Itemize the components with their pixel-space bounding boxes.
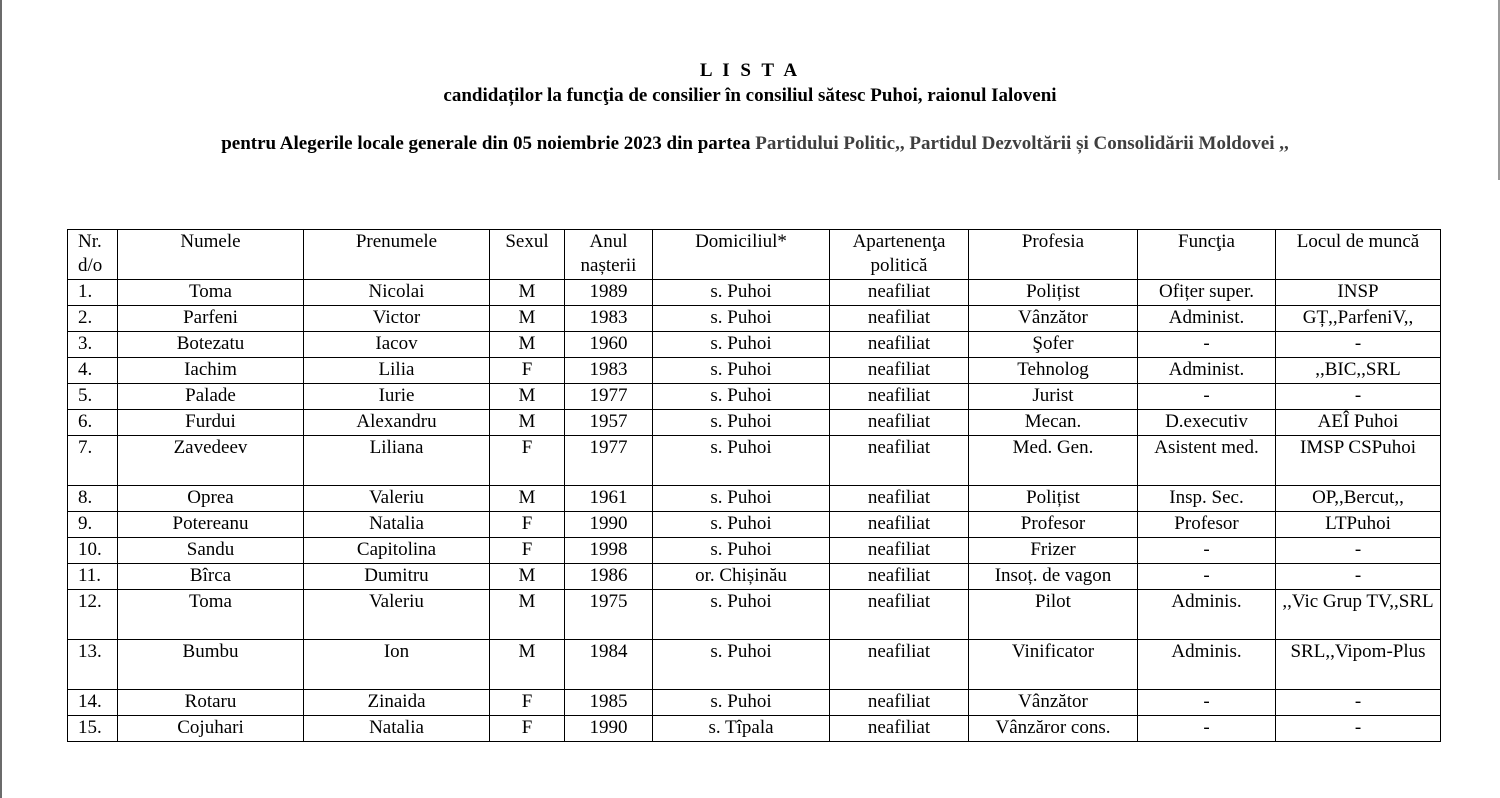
cell-anul: 1990	[565, 716, 653, 742]
col-header-anul: Anul nașterii	[565, 230, 653, 280]
document-subtitle: candidaților la funcţia de consilier în consiliul sătesc Puhoi, raionul Ialoveni	[443, 85, 1057, 106]
cell-numele: Toma	[118, 590, 304, 640]
cell-profesia: Profesor	[969, 512, 1138, 538]
cell-anul: 1985	[565, 690, 653, 716]
cell-anul: 1960	[565, 332, 653, 358]
cell-numele: Palade	[118, 384, 304, 410]
table-row	[68, 332, 1441, 358]
table-header-row	[68, 230, 1441, 280]
election-line-prefix: pentru Alegerile locale generale din 05 noiembrie 2023 din partea	[221, 133, 756, 154]
cell-locul: OP,,Bercut,,	[1276, 486, 1441, 512]
table-row	[68, 564, 1441, 590]
cell-nr: 5.	[68, 384, 118, 410]
cell-sexul: M	[490, 332, 565, 358]
cell-functia: -	[1138, 332, 1276, 358]
cell-functia: Administ.	[1138, 358, 1276, 384]
cell-apartenenta: neafiliat	[830, 436, 969, 486]
cell-functia: Asistent med.	[1138, 436, 1276, 486]
cell-numele: Potereanu	[118, 512, 304, 538]
cell-nr: 10.	[68, 538, 118, 564]
cell-locul: IMSP CSPuhoi	[1276, 436, 1441, 486]
page-left-edge	[0, 0, 2, 798]
cell-numele: Zavedeev	[118, 436, 304, 486]
cell-nr: 15.	[68, 716, 118, 742]
cell-apartenenta: neafiliat	[830, 358, 969, 384]
cell-numele: Parfeni	[118, 306, 304, 332]
cell-prenumele: Valeriu	[304, 486, 490, 512]
cell-prenumele: Victor	[304, 306, 490, 332]
cell-nr: 8.	[68, 486, 118, 512]
cell-anul: 1984	[565, 640, 653, 690]
cell-functia: Administ.	[1138, 306, 1276, 332]
cell-apartenenta: neafiliat	[830, 332, 969, 358]
cell-prenumele: Alexandru	[304, 410, 490, 436]
cell-domiciliul: s. Puhoi	[653, 384, 830, 410]
cell-sexul: F	[490, 512, 565, 538]
col-header-domiciliul: Domiciliul*	[653, 230, 830, 280]
cell-sexul: F	[490, 716, 565, 742]
cell-apartenenta: neafiliat	[830, 384, 969, 410]
cell-numele: Botezatu	[118, 332, 304, 358]
cell-sexul: M	[490, 640, 565, 690]
col-header-prenumele: Prenumele	[304, 230, 490, 280]
cell-domiciliul: s. Puhoi	[653, 358, 830, 384]
cell-apartenenta: neafiliat	[830, 564, 969, 590]
cell-locul: -	[1276, 332, 1441, 358]
cell-domiciliul: or. Chișinău	[653, 564, 830, 590]
cell-domiciliul: s. Puhoi	[653, 436, 830, 486]
cell-nr: 1.	[68, 280, 118, 306]
cell-profesia: Tehnolog	[969, 358, 1138, 384]
cell-profesia: Vinificator	[969, 640, 1138, 690]
cell-profesia: Vânzător	[969, 306, 1138, 332]
col-header-sexul: Sexul	[490, 230, 565, 280]
cell-nr: 7.	[68, 436, 118, 486]
document-title: L I S T A	[699, 60, 801, 81]
cell-domiciliul: s. Puhoi	[653, 590, 830, 640]
cell-prenumele: Capitolina	[304, 538, 490, 564]
table-row	[68, 690, 1441, 716]
cell-prenumele: Iurie	[304, 384, 490, 410]
cell-functia: -	[1138, 690, 1276, 716]
cell-nr: 9.	[68, 512, 118, 538]
cell-locul: -	[1276, 538, 1441, 564]
cell-profesia: Polițist	[969, 486, 1138, 512]
cell-locul: LTPuhoi	[1276, 512, 1441, 538]
cell-functia: D.executiv	[1138, 410, 1276, 436]
cell-prenumele: Natalia	[304, 716, 490, 742]
cell-domiciliul: s. Puhoi	[653, 410, 830, 436]
cell-domiciliul: s. Puhoi	[653, 280, 830, 306]
cell-profesia: Frizer	[969, 538, 1138, 564]
cell-domiciliul: s. Tîpala	[653, 716, 830, 742]
cell-locul: -	[1276, 384, 1441, 410]
table-row	[68, 538, 1441, 564]
cell-sexul: M	[490, 564, 565, 590]
cell-numele: Sandu	[118, 538, 304, 564]
cell-prenumele: Dumitru	[304, 564, 490, 590]
cell-prenumele: Lilia	[304, 358, 490, 384]
cell-profesia: Şofer	[969, 332, 1138, 358]
table-row	[68, 280, 1441, 306]
col-header-nr: Nr. d/o	[68, 230, 118, 280]
cell-sexul: M	[490, 590, 565, 640]
cell-profesia: Polițist	[969, 280, 1138, 306]
cell-prenumele: Ion	[304, 640, 490, 690]
cell-anul: 1975	[565, 590, 653, 640]
cell-locul: -	[1276, 716, 1441, 742]
cell-domiciliul: s. Puhoi	[653, 640, 830, 690]
cell-domiciliul: s. Puhoi	[653, 306, 830, 332]
cell-anul: 1961	[565, 486, 653, 512]
cell-functia: -	[1138, 538, 1276, 564]
cell-anul: 1977	[565, 384, 653, 410]
cell-sexul: M	[490, 384, 565, 410]
cell-nr: 11.	[68, 564, 118, 590]
cell-locul: -	[1276, 690, 1441, 716]
cell-prenumele: Valeriu	[304, 590, 490, 640]
cell-locul: AEÎ Puhoi	[1276, 410, 1441, 436]
cell-domiciliul: s. Puhoi	[653, 690, 830, 716]
cell-numele: Bîrca	[118, 564, 304, 590]
cell-nr: 13.	[68, 640, 118, 690]
cell-functia: -	[1138, 716, 1276, 742]
cell-apartenenta: neafiliat	[830, 640, 969, 690]
cell-locul: -	[1276, 564, 1441, 590]
cell-profesia: Mecan.	[969, 410, 1138, 436]
cell-profesia: Pilot	[969, 590, 1138, 640]
cell-numele: Furdui	[118, 410, 304, 436]
election-line	[0, 133, 1500, 155]
cell-functia: -	[1138, 384, 1276, 410]
cell-sexul: M	[490, 410, 565, 436]
cell-anul: 1977	[565, 436, 653, 486]
cell-functia: -	[1138, 564, 1276, 590]
cell-profesia: Jurist	[969, 384, 1138, 410]
cell-locul: GȚ,,ParfeniV,,	[1276, 306, 1441, 332]
table-row	[68, 590, 1441, 640]
table-row	[68, 486, 1441, 512]
cell-prenumele: Iacov	[304, 332, 490, 358]
cell-nr: 2.	[68, 306, 118, 332]
table-row	[68, 358, 1441, 384]
cell-locul: INSP	[1276, 280, 1441, 306]
cell-locul: ,,Vic Grup TV,,SRL	[1276, 590, 1441, 640]
cell-apartenenta: neafiliat	[830, 538, 969, 564]
table-row	[68, 306, 1441, 332]
cell-locul: ,,BIC,,SRL	[1276, 358, 1441, 384]
cell-apartenenta: neafiliat	[830, 716, 969, 742]
cell-nr: 3.	[68, 332, 118, 358]
cell-sexul: F	[490, 436, 565, 486]
table-row	[68, 436, 1441, 486]
cell-profesia: Insoț. de vagon	[969, 564, 1138, 590]
cell-prenumele: Zinaida	[304, 690, 490, 716]
cell-nr: 6.	[68, 410, 118, 436]
cell-locul: SRL,,Vipom-Plus	[1276, 640, 1441, 690]
cell-functia: Profesor	[1138, 512, 1276, 538]
table-row	[68, 384, 1441, 410]
cell-numele: Iachim	[118, 358, 304, 384]
cell-functia: Insp. Sec.	[1138, 486, 1276, 512]
cell-numele: Rotaru	[118, 690, 304, 716]
cell-sexul: M	[490, 280, 565, 306]
cell-functia: Adminis.	[1138, 590, 1276, 640]
cell-functia: Ofițer super.	[1138, 280, 1276, 306]
cell-sexul: F	[490, 538, 565, 564]
col-header-functia: Funcţia	[1138, 230, 1276, 280]
cell-profesia: Vânzător	[969, 690, 1138, 716]
cell-domiciliul: s. Puhoi	[653, 512, 830, 538]
cell-domiciliul: s. Puhoi	[653, 538, 830, 564]
table-row	[68, 410, 1441, 436]
cell-domiciliul: s. Puhoi	[653, 486, 830, 512]
cell-apartenenta: neafiliat	[830, 690, 969, 716]
cell-apartenenta: neafiliat	[830, 486, 969, 512]
cell-prenumele: Nicolai	[304, 280, 490, 306]
party-name: Partidului Politic,, Partidul Dezvoltării și Consolidării Moldovei ,,	[755, 133, 1289, 154]
cell-profesia: Med. Gen.	[969, 436, 1138, 486]
cell-numele: Cojuhari	[118, 716, 304, 742]
cell-anul: 1983	[565, 358, 653, 384]
cell-anul: 1986	[565, 564, 653, 590]
cell-numele: Oprea	[118, 486, 304, 512]
cell-nr: 12.	[68, 590, 118, 640]
cell-domiciliul: s. Puhoi	[653, 332, 830, 358]
cell-prenumele: Natalia	[304, 512, 490, 538]
cell-numele: Bumbu	[118, 640, 304, 690]
cell-nr: 14.	[68, 690, 118, 716]
cell-anul: 1990	[565, 512, 653, 538]
cell-apartenenta: neafiliat	[830, 280, 969, 306]
cell-sexul: M	[490, 486, 565, 512]
table-row	[68, 640, 1441, 690]
cell-profesia: Vânzăror cons.	[969, 716, 1138, 742]
cell-sexul: M	[490, 306, 565, 332]
table-row	[68, 716, 1441, 742]
cell-apartenenta: neafiliat	[830, 410, 969, 436]
cell-nr: 4.	[68, 358, 118, 384]
cell-sexul: F	[490, 690, 565, 716]
candidates-table	[67, 229, 1441, 742]
col-header-profesia: Profesia	[969, 230, 1138, 280]
col-header-locul: Locul de muncă	[1276, 230, 1441, 280]
col-header-numele: Numele	[118, 230, 304, 280]
table-row	[68, 512, 1441, 538]
cell-anul: 1957	[565, 410, 653, 436]
cell-sexul: F	[490, 358, 565, 384]
col-header-apartenenta: Apartenenţa politică	[830, 230, 969, 280]
cell-apartenenta: neafiliat	[830, 512, 969, 538]
cell-prenumele: Liliana	[304, 436, 490, 486]
cell-anul: 1989	[565, 280, 653, 306]
cell-apartenenta: neafiliat	[830, 590, 969, 640]
cell-numele: Toma	[118, 280, 304, 306]
cell-anul: 1983	[565, 306, 653, 332]
cell-apartenenta: neafiliat	[830, 306, 969, 332]
cell-functia: Adminis.	[1138, 640, 1276, 690]
cell-anul: 1998	[565, 538, 653, 564]
